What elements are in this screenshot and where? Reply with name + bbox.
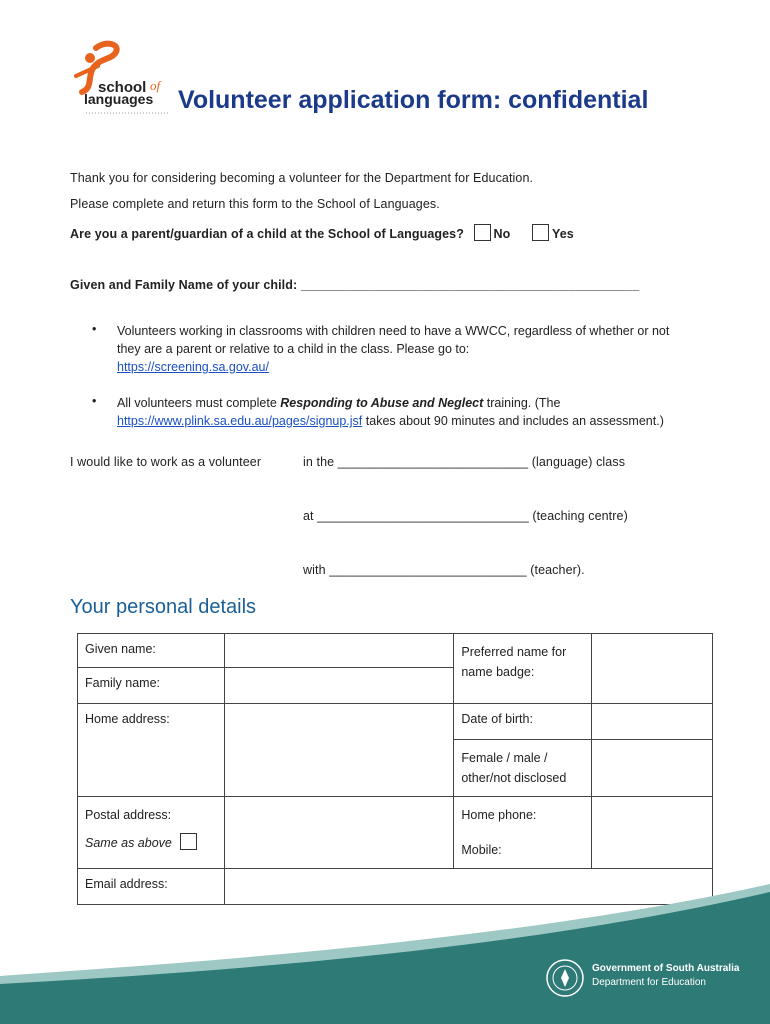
page-title: Volunteer application form: confidential	[178, 86, 649, 114]
phone-input[interactable]	[592, 797, 713, 869]
yes-label: Yes	[551, 227, 574, 241]
screening-link[interactable]: https://screening.sa.gov.au/	[117, 360, 269, 374]
gov-line-1: Government of South Australia	[592, 963, 740, 974]
bullet-2-emphasis: Responding to Abuse and Neglect	[280, 396, 484, 410]
svg-text:of: of	[150, 78, 161, 93]
section-heading: Your personal details	[70, 596, 257, 618]
mobile-label: Mobile:	[461, 843, 502, 857]
gender-label: Female / male / other/not disclosed	[454, 740, 592, 797]
same-as-above	[85, 833, 217, 853]
parent-question	[70, 224, 574, 241]
same-as-above-checkbox[interactable]	[180, 833, 197, 850]
teacher-field[interactable]: with ____________________________ (teacher).	[303, 563, 585, 577]
home-address-label: Home address:	[78, 704, 225, 797]
government-logo-text	[592, 962, 739, 990]
intro-line-1: Thank you for considering becoming a volunteer for the Department for Education.	[70, 171, 534, 185]
preferred-name-label: Preferred name for name badge:	[454, 634, 592, 704]
given-name-input[interactable]	[224, 634, 454, 668]
gov-line-2: Department for Education	[592, 977, 706, 988]
home-address-input[interactable]	[224, 704, 454, 797]
bullet-2	[117, 394, 677, 430]
school-of-languages-logo	[68, 40, 174, 118]
dob-label: Date of birth:	[454, 704, 592, 740]
bullet-2-mid: training. (The	[483, 396, 561, 410]
svg-text:school: school	[98, 79, 147, 96]
no-checkbox[interactable]	[474, 224, 491, 241]
preferred-name-input[interactable]	[592, 634, 713, 704]
bullet-1	[117, 322, 677, 376]
volunteer-intro: I would like to work as a volunteer	[70, 455, 262, 469]
bullet-1-marker: •	[92, 322, 97, 336]
child-name-field[interactable]: Given and Family Name of your child: ________________________________________________	[70, 278, 640, 292]
svg-text:languages: languages	[84, 91, 154, 107]
teaching-centre-field[interactable]: at ______________________________ (teaching centre)	[303, 509, 628, 523]
bullet-2-post: takes about 90 minutes and includes an assessment.)	[362, 414, 664, 428]
bullet-1-text: Volunteers working in classrooms with children need to have a WWCC, regardless of whether or not they are a parent or relative to a child in the class. Please go to:	[117, 324, 670, 356]
sa-crest-icon	[545, 958, 585, 998]
bullet-2-pre: All volunteers must complete	[117, 396, 281, 410]
language-class-field[interactable]: in the ___________________________ (language) class	[303, 455, 626, 469]
family-name-input[interactable]	[224, 668, 454, 704]
yes-checkbox[interactable]	[532, 224, 549, 241]
gender-input[interactable]	[592, 740, 713, 797]
bullet-2-marker: •	[92, 394, 97, 408]
given-name-label: Given name:	[78, 634, 225, 668]
dob-input[interactable]	[592, 704, 713, 740]
phone-labels	[454, 797, 592, 869]
plink-link[interactable]: https://www.plink.sa.edu.au/pages/signup.jsf	[117, 414, 363, 428]
email-label: Email address:	[78, 869, 225, 905]
family-name-label: Family name:	[78, 668, 225, 704]
postal-address-input[interactable]	[224, 797, 454, 869]
footer-banner	[0, 880, 770, 1024]
postal-address-text: Postal address:	[85, 808, 172, 822]
home-phone-label: Home phone:	[461, 808, 537, 822]
parent-question-text: Are you a parent/guardian of a child at the School of Languages?	[70, 227, 464, 241]
same-as-above-label: Same as above	[85, 836, 172, 850]
intro-line-2: Please complete and return this form to the School of Languages.	[70, 197, 440, 211]
personal-details-table	[77, 633, 713, 905]
no-label: No	[493, 227, 511, 241]
postal-address-label	[78, 797, 225, 869]
